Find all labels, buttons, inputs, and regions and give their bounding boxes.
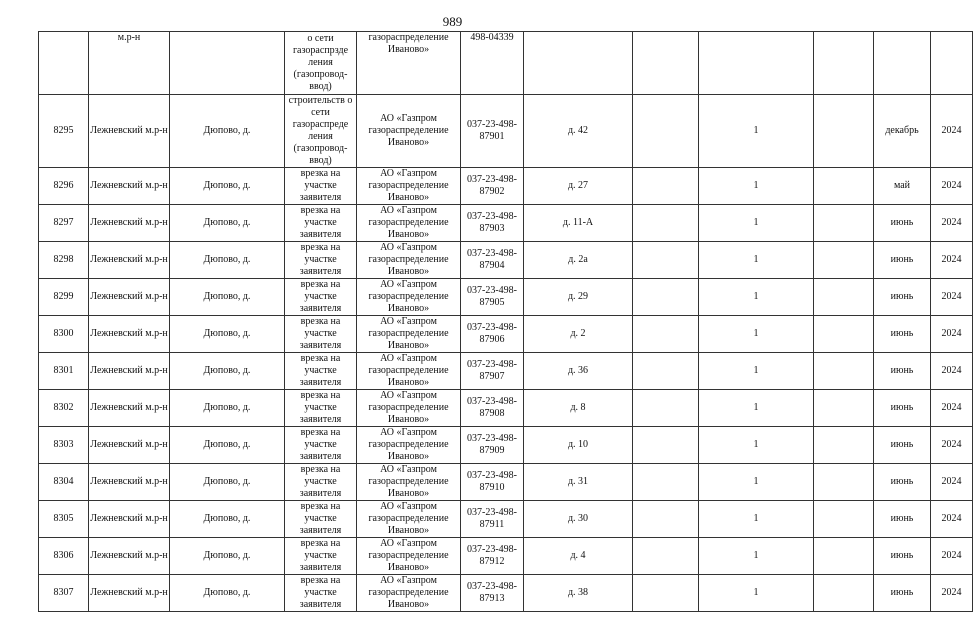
cell-work-type: строительств о сети газораспреде ления (газопровод-ввод) [285,95,357,168]
cell-house: д. 8 [524,390,633,427]
cell-empty [633,168,699,205]
cell-empty [814,464,874,501]
cell-house: д. 2 [524,316,633,353]
cell-house: д. 30 [524,501,633,538]
cell-month: июнь [874,316,931,353]
cell-number [39,32,89,95]
cell-quantity [699,32,814,95]
cell-house: д. 27 [524,168,633,205]
cell-organization: АО «Газпром газораспределение Иваново» [357,242,461,279]
table-row [39,279,973,316]
cell-house [524,32,633,95]
cell-organization: АО «Газпром газораспределение Иваново» [357,575,461,612]
cell-month: июнь [874,390,931,427]
cell-empty [633,575,699,612]
cell-work-type: врезка на участке заявителя [285,353,357,390]
cell-locality: Дюпово, д. [170,427,285,464]
cell-empty [633,427,699,464]
cell-quantity: 1 [699,95,814,168]
cell-month: июнь [874,353,931,390]
cell-year: 2024 [931,279,973,316]
cell-work-type: врезка на участке заявителя [285,464,357,501]
cell-empty [814,390,874,427]
cell-month: июнь [874,575,931,612]
cell-quantity: 1 [699,353,814,390]
cell-year: 2024 [931,538,973,575]
cell-locality: Дюпово, д. [170,242,285,279]
table-row [39,575,973,612]
cell-work-type: врезка на участке заявителя [285,538,357,575]
cell-locality: Дюпово, д. [170,538,285,575]
cell-empty [633,205,699,242]
cell-work-type: врезка на участке заявителя [285,279,357,316]
page-number: 989 [442,14,463,29]
cell-month: июнь [874,464,931,501]
cell-locality: Дюпово, д. [170,464,285,501]
cell-number: 8304 [39,464,89,501]
cell-empty [814,316,874,353]
cell-work-type: врезка на участке заявителя [285,501,357,538]
cell-work-type: врезка на участке заявителя [285,575,357,612]
cell-locality: Дюпово, д. [170,279,285,316]
cell-locality: Дюпово, д. [170,575,285,612]
cell-phone: 037-23-498-87912 [461,538,524,575]
cell-district: Лежневский м.р-н [89,95,170,168]
table-row [39,501,973,538]
cell-organization: АО «Газпром газораспределение Иваново» [357,538,461,575]
cell-phone: 037-23-498-87911 [461,501,524,538]
cell-district: Лежневский м.р-н [89,464,170,501]
cell-number: 8297 [39,205,89,242]
cell-year: 2024 [931,205,973,242]
cell-year: 2024 [931,464,973,501]
cell-number: 8301 [39,353,89,390]
cell-organization: АО «Газпром газораспределение Иваново» [357,205,461,242]
cell-empty [814,205,874,242]
cell-district: Лежневский м.р-н [89,575,170,612]
cell-empty [814,32,874,95]
cell-month: июнь [874,538,931,575]
cell-district: Лежневский м.р-н [89,501,170,538]
cell-locality: Дюпово, д. [170,390,285,427]
cell-empty [814,95,874,168]
cell-empty [633,95,699,168]
cell-house: д. 31 [524,464,633,501]
cell-locality [170,32,285,95]
cell-year: 2024 [931,353,973,390]
cell-house: д. 36 [524,353,633,390]
cell-organization: АО «Газпром газораспределение Иваново» [357,95,461,168]
cell-month: май [874,168,931,205]
cell-quantity: 1 [699,575,814,612]
cell-phone: 037-23-498-87903 [461,205,524,242]
cell-empty [814,242,874,279]
table-row [39,427,973,464]
cell-locality: Дюпово, д. [170,168,285,205]
cell-quantity: 1 [699,501,814,538]
cell-house: д. 11-А [524,205,633,242]
cell-organization: АО «Газпром газораспределение Иваново» [357,279,461,316]
cell-quantity: 1 [699,538,814,575]
cell-year: 2024 [931,242,973,279]
cell-number: 8305 [39,501,89,538]
cell-district: Лежневский м.р-н [89,242,170,279]
cell-month: июнь [874,427,931,464]
cell-organization: АО «Газпром газораспределение Иваново» [357,464,461,501]
cell-locality: Дюпово, д. [170,501,285,538]
cell-year: 2024 [931,316,973,353]
cell-phone: 498-04339 [461,32,524,95]
cell-number: 8300 [39,316,89,353]
cell-work-type: о сети газораспрзде ления (газопровод-ввод) [285,32,357,95]
cell-quantity: 1 [699,316,814,353]
cell-organization: газораспределение Иваново» [357,32,461,95]
cell-year [931,32,973,95]
cell-district: Лежневский м.р-н [89,538,170,575]
cell-empty [633,279,699,316]
cell-house: д. 2а [524,242,633,279]
cell-work-type: врезка на участке заявителя [285,316,357,353]
cell-phone: 037-23-498-87901 [461,95,524,168]
cell-district: Лежневский м.р-н [89,316,170,353]
cell-work-type: врезка на участке заявителя [285,168,357,205]
cell-quantity: 1 [699,427,814,464]
cell-district: Лежневский м.р-н [89,279,170,316]
cell-house: д. 42 [524,95,633,168]
table-row [39,168,973,205]
cell-month: июнь [874,242,931,279]
cell-number: 8307 [39,575,89,612]
cell-number: 8306 [39,538,89,575]
cell-quantity: 1 [699,390,814,427]
cell-empty [814,353,874,390]
cell-locality: Дюпово, д. [170,205,285,242]
cell-organization: АО «Газпром газораспределение Иваново» [357,427,461,464]
cell-empty [633,353,699,390]
cell-number: 8303 [39,427,89,464]
cell-phone: 037-23-498-87902 [461,168,524,205]
cell-month [874,32,931,95]
cell-phone: 037-23-498-87906 [461,316,524,353]
cell-empty [814,538,874,575]
cell-empty [633,390,699,427]
cell-empty [633,501,699,538]
cell-work-type: врезка на участке заявителя [285,390,357,427]
cell-month: декабрь [874,95,931,168]
cell-empty [814,501,874,538]
cell-district: Лежневский м.р-н [89,168,170,205]
cell-house: д. 10 [524,427,633,464]
cell-empty [814,575,874,612]
cell-empty [633,316,699,353]
cell-phone: 037-23-498-87913 [461,575,524,612]
cell-year: 2024 [931,168,973,205]
cell-year: 2024 [931,501,973,538]
cell-year: 2024 [931,390,973,427]
gas-connection-table [38,31,973,612]
cell-phone: 037-23-498-87904 [461,242,524,279]
cell-empty [633,242,699,279]
cell-year: 2024 [931,575,973,612]
cell-organization: АО «Газпром газораспределение Иваново» [357,316,461,353]
cell-year: 2024 [931,95,973,168]
table-row [39,390,973,427]
table-row [39,205,973,242]
table-body [39,32,973,612]
cell-locality: Дюпово, д. [170,95,285,168]
cell-house: д. 4 [524,538,633,575]
cell-locality: Дюпово, д. [170,316,285,353]
cell-number: 8302 [39,390,89,427]
cell-phone: 037-23-498-87905 [461,279,524,316]
cell-quantity: 1 [699,464,814,501]
cell-district: Лежневский м.р-н [89,427,170,464]
cell-organization: АО «Газпром газораспределение Иваново» [357,390,461,427]
cell-district: Лежневский м.р-н [89,205,170,242]
cell-month: июнь [874,279,931,316]
cell-number: 8299 [39,279,89,316]
cell-district: м.р-н [89,32,170,95]
cell-empty [814,168,874,205]
table-row-partial [39,32,973,95]
table-row [39,464,973,501]
cell-empty [814,427,874,464]
cell-month: июнь [874,501,931,538]
cell-organization: АО «Газпром газораспределение Иваново» [357,501,461,538]
cell-organization: АО «Газпром газораспределение Иваново» [357,353,461,390]
table-row [39,353,973,390]
cell-empty [633,32,699,95]
cell-empty [814,279,874,316]
cell-phone: 037-23-498-87907 [461,353,524,390]
cell-number: 8296 [39,168,89,205]
table-row [39,242,973,279]
cell-phone: 037-23-498-87910 [461,464,524,501]
cell-phone: 037-23-498-87908 [461,390,524,427]
cell-number: 8298 [39,242,89,279]
cell-quantity: 1 [699,242,814,279]
cell-district: Лежневский м.р-н [89,353,170,390]
table-row [39,538,973,575]
cell-quantity: 1 [699,279,814,316]
cell-month: июнь [874,205,931,242]
cell-quantity: 1 [699,168,814,205]
cell-work-type: врезка на участке заявителя [285,205,357,242]
cell-house: д. 29 [524,279,633,316]
cell-work-type: врезка на участке заявителя [285,427,357,464]
table-row [39,316,973,353]
cell-locality: Дюпово, д. [170,353,285,390]
cell-number: 8295 [39,95,89,168]
cell-house: д. 38 [524,575,633,612]
table-row [39,95,973,168]
cell-empty [633,538,699,575]
cell-organization: АО «Газпром газораспределение Иваново» [357,168,461,205]
cell-empty [633,464,699,501]
cell-quantity: 1 [699,205,814,242]
cell-year: 2024 [931,427,973,464]
cell-district: Лежневский м.р-н [89,390,170,427]
cell-work-type: врезка на участке заявителя [285,242,357,279]
cell-phone: 037-23-498-87909 [461,427,524,464]
